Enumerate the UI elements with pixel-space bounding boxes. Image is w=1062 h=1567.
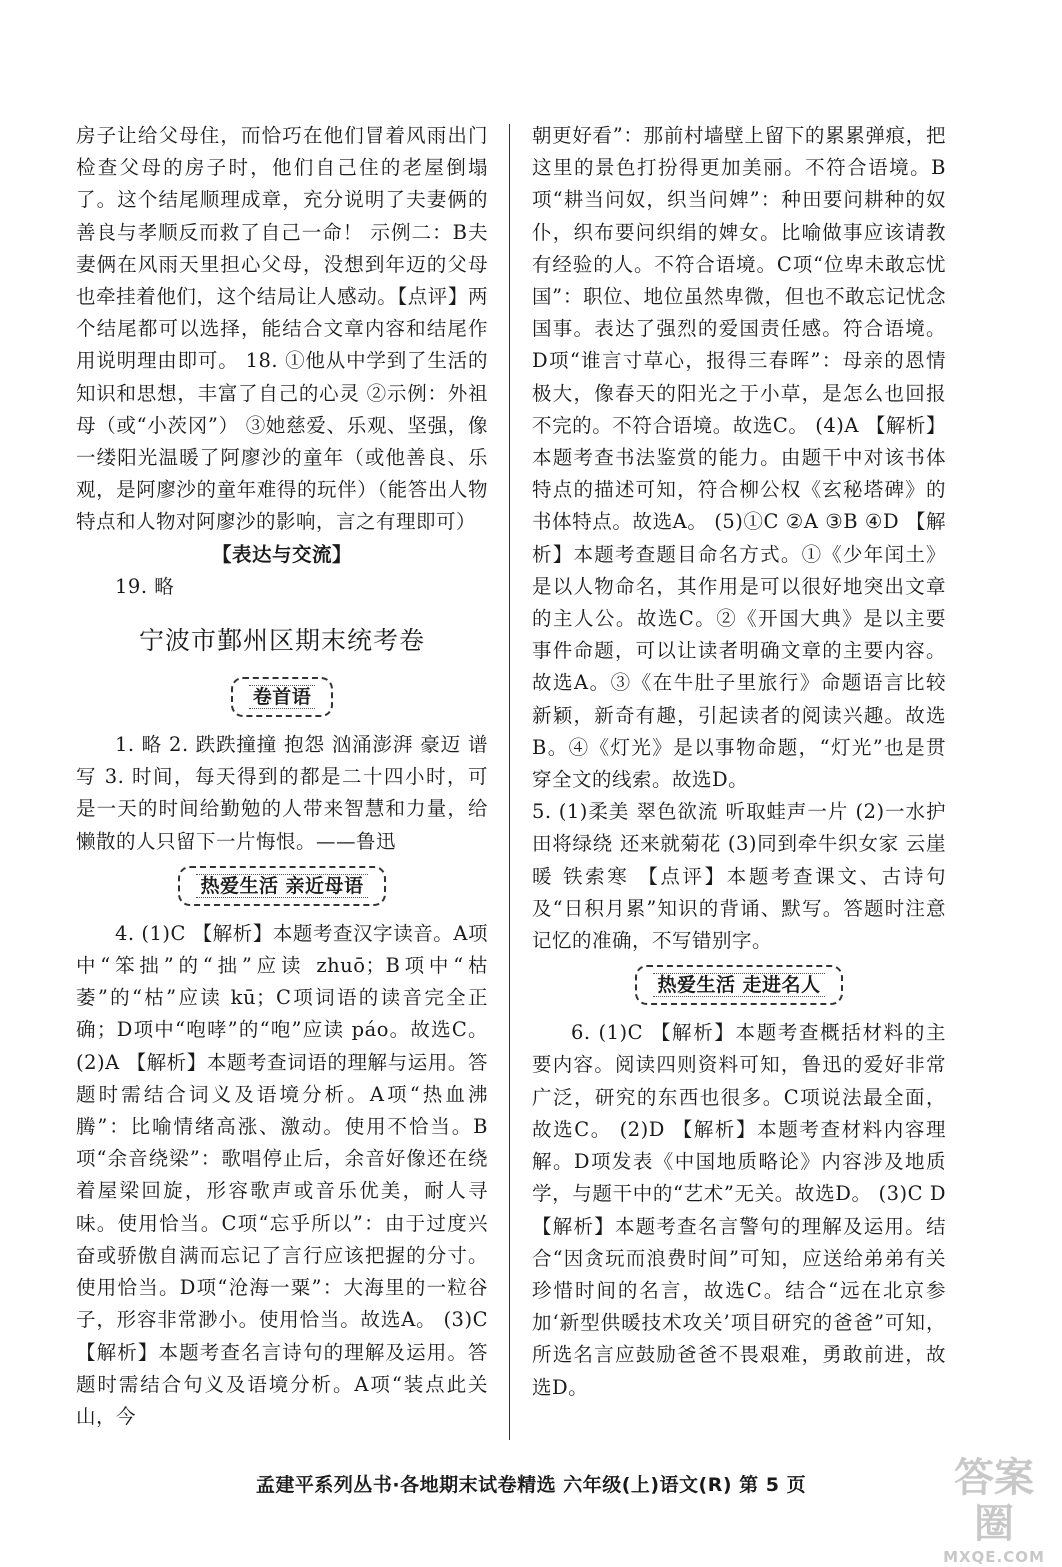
- page-footer: 孟建平系列丛书·各地期末试卷精选 六年级(上)语文(R) 第 5 页: [255, 1474, 807, 1496]
- decorative-box-wrap: [532, 965, 946, 1005]
- decorative-box-wrap: [76, 677, 488, 717]
- answer-paragraph: 19. 略: [115, 574, 175, 598]
- answer-paragraph: 4. (1)C 【解析】本题考查汉字读音。A项中“笨拙”的“拙”应读 zhuō；B项中“枯萎”的“枯”应读 kū；C项词语的读音完全正确；D项中“咆哮”的“咆”应读 páo。故选C。 (2)A 【解析】本题考查词语的理解与运用。答题时需结合词义及语境分析。A项“热血沸腾”：比喻情绪高涨、激动。使用不恰当。B项“余音绕梁”：歌唱停止后，余音好像还在绕着屋梁回旋，形容歌声或音乐优美，耐人寻味。使用恰当。C项“忘乎所以”：由于过度兴奋或骄傲自满而忘记了言行应该把握的分寸。使用恰当。D项“沧海一粟”：大海里的一粒谷子，形容非常渺小。使用恰当。故选A。 (3)C 【解析】本题考查名言诗句的理解及运用。答题时需结合句义及语境分析。A项“装点此关山，今: [76, 921, 488, 1428]
- left-column: [76, 120, 488, 1433]
- section-box-label: 卷首语: [249, 685, 316, 709]
- watermark-url: MXQE.COM: [943, 1548, 1045, 1566]
- answer-paragraph: 朝更好看”：那前村墙壁上留下的累累弹痕，把这里的景色打扮得更加美丽。不符合语境。B项“耕当问奴，织当问婢”：种田要问耕种的奴仆，织布要问织绢的婢女。比喻做事应该请教有经验的人。不符合语境。C项“位卑未敢忘忧国”：职位、地位虽然卑微，但也不敢忘记忧念国事。表达了强烈的爱国责任感。符合语境。D项“谁言寸草心，报得三春晖”：母亲的恩情极大，像春天的阳光之于小草，是怎么也回报不完的。不符合语境。故选C。 (4)A 【解析】本题考查书法鉴赏的能力。由题干中对该书体特点的描述可知，符合柳公权《玄秘塔碑》的书体特点。故选A。 (5)①C ②A ③B ④D 【解析】本题考查题目命名方式。①《少年闰土》是以人物命名，其作用是可以很好地突出文章的主人公。故选C。②《开国大典》是以主要事件命题，可以让读者明确文章的主要内容。故选A。③《在牛肚子里旅行》命题语言比较新颖，新奇有趣，引起读者的阅读兴趣。故选B。④《灯光》是以事物命题，“灯光”也是贯穿全文的线索。故选D。: [532, 124, 946, 792]
- watermark-logo: [940, 1455, 1048, 1566]
- answer-paragraph: 6. (1)C 【解析】本题考查概括材料的主要内容。阅读四则资料可知，鲁迅的爱好非常广泛，研究的东西也很多。C项说法最全面，故选C。 (2)D 【解析】本题考查材料内容理解。D项发表《中国地质略论》内容涉及地质学，与题干中的“艺术”无关。故选D。 (3)C D 【解析】本题考查名言警句的理解及运用。结合“因贪玩而浪费时间”可知，应送给弟弟有关珍惜时间的名言，故选C。结合“远在北京参加‘新型供暖技术攻关’项目研究的爸爸”可知，所选名言应鼓励爸爸不畏艰难，勇敢前进，故选D。: [532, 1021, 946, 1399]
- exam-title: 宁波市鄞州区期末统考卷: [138, 626, 425, 656]
- decorative-box-wrap: [76, 866, 488, 906]
- section-box-label: 热爱生活 走进名人: [653, 973, 824, 997]
- section-box-label: 热爱生活 亲近母语: [196, 874, 367, 898]
- answer-paragraph: 5. (1)柔美 翠色欲流 听取蛙声一片 (2)一水护田将绿绕 还来就菊花 (3)同到牵牛织女家 云崖暖 铁索寒 【点评】本题考查课文、古诗句及“日积月累”知识的背诵、默写。答题时注意记忆的准确，不写错别字。: [532, 800, 946, 953]
- answer-paragraph: 1. 略 2. 跌跌撞撞 抱怨 汹涌澎湃 豪迈 谱写 3. 时间，每天得到的都是二十四小时，可是一天的时间给勤勉的人带来智慧和力量，给懒散的人只留下一片悔恨。——鲁迅: [76, 733, 488, 853]
- answer-paragraph: 房子让给父母住，而恰巧在他们冒着风雨出门检查父母的房子时，他们自己住的老屋倒塌了。这个结尾顺理成章，充分说明了夫妻俩的善良与孝顺反而救了自己一命！ 示例二：B夫妻俩在风雨天里担心父母，没想到年迈的父母也牵挂着他们，这个结局让人感动。【点评】两个结尾都可以选择，能结合文章内容和结尾作用说明理由即可。 18. ①他从中学到了生活的知识和思想，丰富了自己的心灵 ②示例：外祖母（或“小茨冈”） ③她慈爱、乐观、坚强，像一缕阳光温暖了阿廖沙的童年（或他善良、乐观，是阿廖沙的童年难得的玩伴）（能答出人物特点和人物对阿廖沙的影响，言之有理即可）: [76, 124, 488, 534]
- section-box-mother-tongue: [178, 866, 385, 906]
- section-box-preface: [231, 677, 334, 717]
- watermark-text: 答案圈: [954, 1455, 1034, 1547]
- section-box-famous-people: [635, 965, 842, 1005]
- section-header-expression: 【表达与交流】: [211, 542, 352, 566]
- column-divider: [509, 124, 510, 1440]
- right-column: [532, 120, 946, 1404]
